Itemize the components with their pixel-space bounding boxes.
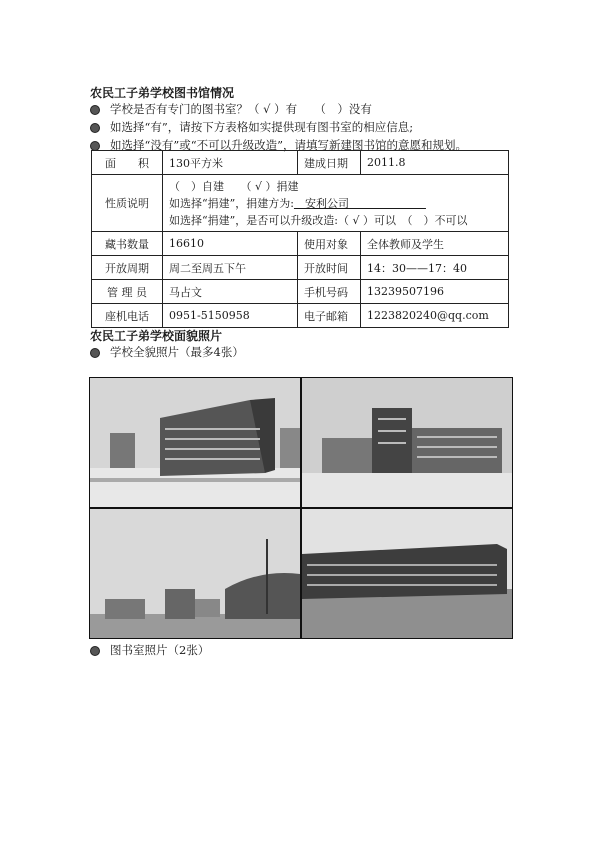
library-photos-text: 图书室照片（2张） [110,643,210,657]
phone-value: 0951-5150958 [163,304,298,328]
area-label: 面 积 [92,151,163,175]
table-row [92,175,509,232]
table-row [92,256,509,280]
instruction-text: 如选择“有”，请按下方表格如实提供现有图书室的相应信息; [110,120,414,134]
books-label: 藏书数量 [92,232,163,256]
build-type-line: （ ）自建 （ √ ）捐建 [169,179,299,193]
phone-label: 座机电话 [92,304,163,328]
campus-photo-4 [301,508,513,639]
instruction-yes [90,119,413,135]
campus-photo-3 [89,508,301,639]
email-label: 电子邮箱 [298,304,361,328]
campus-photo-1 [89,377,301,508]
instruction-text: 如选择“没有”或“不可以升级改造”，请填写新建图书馆的意愿和规划。 [110,138,468,152]
mobile-value: 13239507196 [361,280,509,304]
area-value: 130平方米 [163,151,298,175]
bullet-icon [90,646,100,656]
users-label: 使用对象 [298,232,361,256]
question-has-library [90,101,372,117]
nature-label: 性质说明 [92,175,163,232]
built-date-value: 2011.8 [361,151,509,175]
library-info-table [91,150,509,328]
campus-photo-2 [301,377,513,508]
open-time-value: 14：30——17：40 [361,256,509,280]
section-title-photos: 农民工子弟学校面貌照片 [90,329,223,343]
donor-line [169,195,502,212]
question-text: 学校是否有专门的图书室？（ √ ）有 （ ）没有 [110,102,372,116]
open-period-value: 周二至周五下午 [163,256,298,280]
open-period-label: 开放周期 [92,256,163,280]
open-time-label: 开放时间 [298,256,361,280]
campus-photos-label [90,344,244,360]
built-date-label: 建成日期 [298,151,361,175]
upgrade-line: 如选择“捐建”，是否可以升级改造:（ √ ）可以 （ ）不可以 [169,213,468,227]
books-value: 16610 [163,232,298,256]
email-value: 1223820240@qq.com [361,304,509,328]
donor-value: 安利公司 [293,196,426,210]
nature-value [163,175,509,232]
table-row [92,151,509,175]
library-photos-label [90,642,209,658]
admin-value: 马占文 [163,280,298,304]
mobile-label: 手机号码 [298,280,361,304]
table-row [92,304,509,328]
admin-label: 管 理 员 [92,280,163,304]
users-value: 全体教师及学生 [361,232,509,256]
bullet-icon [90,123,100,133]
table-row [92,232,509,256]
section-title-library: 农民工子弟学校图书馆情况 [90,86,235,100]
bullet-icon [90,105,100,115]
table-row [92,280,509,304]
bullet-icon [90,348,100,358]
donor-prefix: 如选择“捐建”，捐建方为: [169,196,294,210]
campus-photos-text: 学校全貌照片（最多4张） [110,345,244,359]
